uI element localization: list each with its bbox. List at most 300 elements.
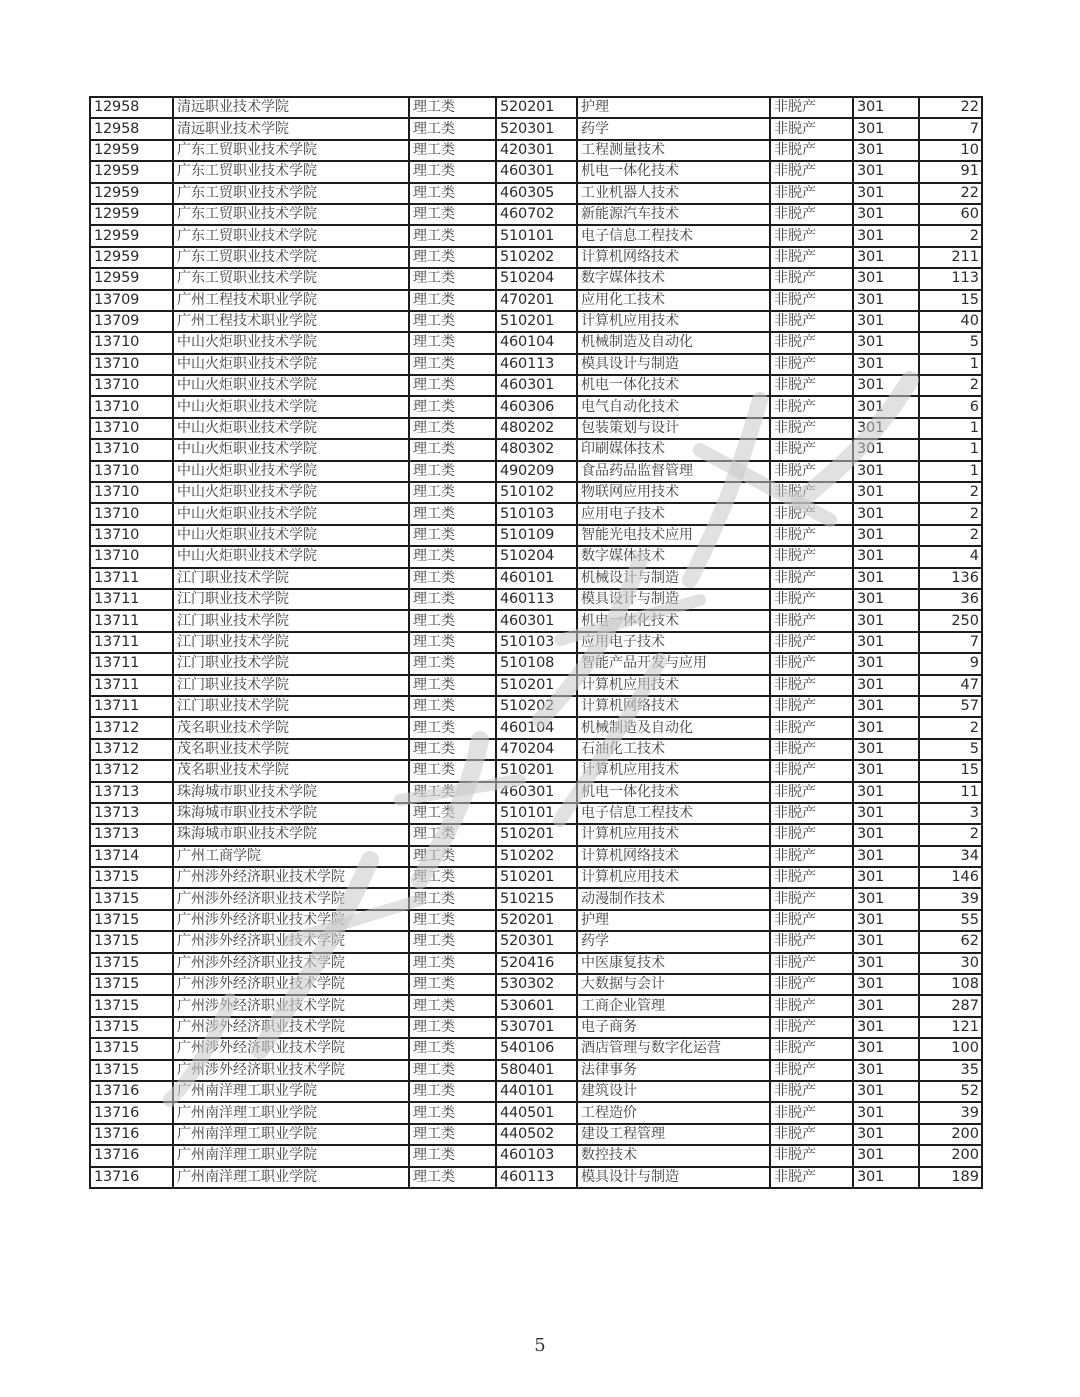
school-name-cell: 江门职业技术学院 [173,696,409,717]
plan-count-cell: 2 [919,503,982,524]
level-code-cell: 301 [853,268,919,289]
table-row [90,1167,982,1188]
major-code-cell: 490209 [496,461,577,482]
level-code-cell: 301 [853,118,919,139]
category-cell: 理工类 [409,867,496,888]
study-mode-cell: 非脱产 [770,97,853,118]
table-row [90,396,982,417]
school-name-cell: 广州南洋理工职业学院 [173,1167,409,1188]
study-mode-cell: 非脱产 [770,568,853,589]
major-name-cell: 工程造价 [577,1102,770,1123]
level-code-cell: 301 [853,1124,919,1145]
school-code-cell: 13714 [90,846,173,867]
plan-count-cell: 60 [919,204,982,225]
plan-count-cell: 15 [919,290,982,311]
table-row [90,482,982,503]
school-name-cell: 清远职业技术学院 [173,118,409,139]
level-code-cell: 301 [853,953,919,974]
major-code-cell: 520301 [496,931,577,952]
school-code-cell: 13711 [90,653,173,674]
major-name-cell: 机械制造及自动化 [577,332,770,353]
study-mode-cell: 非脱产 [770,183,853,204]
school-name-cell: 珠海城市职业技术学院 [173,782,409,803]
school-name-cell: 广州涉外经济职业技术学院 [173,1017,409,1038]
school-code-cell: 13709 [90,311,173,332]
plan-count-cell: 39 [919,888,982,909]
school-name-cell: 广东工贸职业技术学院 [173,140,409,161]
major-code-cell: 460301 [496,161,577,182]
enrollment-plan-table [89,96,983,1189]
table-row [90,760,982,781]
major-code-cell: 510103 [496,632,577,653]
plan-count-cell: 62 [919,931,982,952]
table-row [90,97,982,118]
category-cell: 理工类 [409,268,496,289]
school-code-cell: 13710 [90,546,173,567]
study-mode-cell: 非脱产 [770,610,853,631]
major-name-cell: 电子信息工程技术 [577,225,770,246]
school-name-cell: 广东工贸职业技术学院 [173,268,409,289]
table-row [90,696,982,717]
school-name-cell: 江门职业技术学院 [173,610,409,631]
level-code-cell: 301 [853,247,919,268]
category-cell: 理工类 [409,1038,496,1059]
major-code-cell: 460101 [496,568,577,589]
major-code-cell: 480302 [496,439,577,460]
school-code-cell: 13715 [90,1060,173,1081]
study-mode-cell: 非脱产 [770,696,853,717]
major-name-cell: 计算机应用技术 [577,760,770,781]
school-code-cell: 13716 [90,1145,173,1166]
table-row [90,1124,982,1145]
category-cell: 理工类 [409,717,496,738]
major-name-cell: 应用电子技术 [577,503,770,524]
school-name-cell: 广州南洋理工职业学院 [173,1102,409,1123]
major-code-cell: 510201 [496,311,577,332]
table-row [90,589,982,610]
school-name-cell: 广州涉外经济职业技术学院 [173,1060,409,1081]
category-cell: 理工类 [409,375,496,396]
table-row [90,461,982,482]
level-code-cell: 301 [853,396,919,417]
major-code-cell: 510202 [496,846,577,867]
study-mode-cell: 非脱产 [770,140,853,161]
table-row [90,1038,982,1059]
plan-count-cell: 57 [919,696,982,717]
level-code-cell: 301 [853,910,919,931]
school-code-cell: 12959 [90,140,173,161]
table-row [90,846,982,867]
major-name-cell: 数控技术 [577,1145,770,1166]
school-code-cell: 13710 [90,396,173,417]
major-name-cell: 动漫制作技术 [577,888,770,909]
plan-count-cell: 11 [919,782,982,803]
category-cell: 理工类 [409,439,496,460]
study-mode-cell: 非脱产 [770,290,853,311]
table-row [90,525,982,546]
school-code-cell: 12959 [90,161,173,182]
level-code-cell: 301 [853,824,919,845]
school-code-cell: 13710 [90,332,173,353]
school-code-cell: 13715 [90,867,173,888]
level-code-cell: 301 [853,97,919,118]
table-row [90,161,982,182]
table-row [90,439,982,460]
study-mode-cell: 非脱产 [770,1060,853,1081]
plan-count-cell: 2 [919,717,982,738]
school-code-cell: 12959 [90,204,173,225]
plan-count-cell: 146 [919,867,982,888]
study-mode-cell: 非脱产 [770,1102,853,1123]
major-code-cell: 510201 [496,675,577,696]
major-name-cell: 数字媒体技术 [577,268,770,289]
major-code-cell: 460113 [496,589,577,610]
table-row [90,953,982,974]
table-row [90,717,982,738]
school-code-cell: 13711 [90,610,173,631]
study-mode-cell: 非脱产 [770,268,853,289]
table-row [90,803,982,824]
plan-count-cell: 136 [919,568,982,589]
plan-count-cell: 22 [919,183,982,204]
category-cell: 理工类 [409,354,496,375]
major-code-cell: 420301 [496,140,577,161]
study-mode-cell: 非脱产 [770,1145,853,1166]
major-name-cell: 印刷媒体技术 [577,439,770,460]
table-row [90,675,982,696]
school-name-cell: 茂名职业技术学院 [173,739,409,760]
school-code-cell: 13710 [90,354,173,375]
major-name-cell: 石油化工技术 [577,739,770,760]
major-code-cell: 470204 [496,739,577,760]
major-name-cell: 计算机应用技术 [577,867,770,888]
major-code-cell: 510201 [496,760,577,781]
study-mode-cell: 非脱产 [770,311,853,332]
school-name-cell: 广州涉外经济职业技术学院 [173,910,409,931]
category-cell: 理工类 [409,610,496,631]
major-name-cell: 包装策划与设计 [577,418,770,439]
plan-count-cell: 6 [919,396,982,417]
plan-count-cell: 100 [919,1038,982,1059]
school-name-cell: 江门职业技术学院 [173,568,409,589]
plan-count-cell: 91 [919,161,982,182]
major-code-cell: 510204 [496,268,577,289]
school-name-cell: 中山火炬职业技术学院 [173,482,409,503]
category-cell: 理工类 [409,931,496,952]
plan-count-cell: 40 [919,311,982,332]
major-name-cell: 模具设计与制造 [577,354,770,375]
study-mode-cell: 非脱产 [770,931,853,952]
school-code-cell: 13710 [90,482,173,503]
level-code-cell: 301 [853,696,919,717]
major-code-cell: 520416 [496,953,577,974]
study-mode-cell: 非脱产 [770,525,853,546]
school-name-cell: 中山火炬职业技术学院 [173,396,409,417]
category-cell: 理工类 [409,290,496,311]
school-name-cell: 广州南洋理工职业学院 [173,1081,409,1102]
plan-count-cell: 34 [919,846,982,867]
major-name-cell: 护理 [577,910,770,931]
category-cell: 理工类 [409,760,496,781]
level-code-cell: 301 [853,632,919,653]
school-code-cell: 13711 [90,589,173,610]
category-cell: 理工类 [409,525,496,546]
category-cell: 理工类 [409,97,496,118]
study-mode-cell: 非脱产 [770,354,853,375]
category-cell: 理工类 [409,1102,496,1123]
major-name-cell: 智能产品开发与应用 [577,653,770,674]
school-name-cell: 中山火炬职业技术学院 [173,375,409,396]
level-code-cell: 301 [853,995,919,1016]
plan-count-cell: 2 [919,225,982,246]
school-name-cell: 清远职业技术学院 [173,97,409,118]
school-code-cell: 13710 [90,439,173,460]
category-cell: 理工类 [409,396,496,417]
school-name-cell: 珠海城市职业技术学院 [173,824,409,845]
school-name-cell: 茂名职业技术学院 [173,760,409,781]
table-row [90,1145,982,1166]
table-row [90,610,982,631]
table-row [90,568,982,589]
major-name-cell: 模具设计与制造 [577,589,770,610]
level-code-cell: 301 [853,375,919,396]
major-code-cell: 510108 [496,653,577,674]
major-name-cell: 药学 [577,931,770,952]
major-code-cell: 460104 [496,332,577,353]
major-code-cell: 510202 [496,696,577,717]
major-name-cell: 计算机网络技术 [577,846,770,867]
category-cell: 理工类 [409,995,496,1016]
major-code-cell: 510103 [496,503,577,524]
table-row [90,290,982,311]
plan-count-cell: 5 [919,332,982,353]
table-row [90,782,982,803]
plan-count-cell: 189 [919,1167,982,1188]
major-code-cell: 510204 [496,546,577,567]
category-cell: 理工类 [409,888,496,909]
school-name-cell: 广州涉外经济职业技术学院 [173,995,409,1016]
school-name-cell: 中山火炬职业技术学院 [173,418,409,439]
level-code-cell: 301 [853,1102,919,1123]
plan-count-cell: 200 [919,1124,982,1145]
category-cell: 理工类 [409,739,496,760]
school-code-cell: 13716 [90,1081,173,1102]
level-code-cell: 301 [853,1167,919,1188]
plan-count-cell: 211 [919,247,982,268]
school-code-cell: 13713 [90,803,173,824]
major-name-cell: 护理 [577,97,770,118]
major-code-cell: 530601 [496,995,577,1016]
table-row [90,974,982,995]
school-code-cell: 13712 [90,717,173,738]
major-name-cell: 药学 [577,118,770,139]
level-code-cell: 301 [853,717,919,738]
plan-count-cell: 2 [919,525,982,546]
major-name-cell: 工业机器人技术 [577,183,770,204]
major-name-cell: 智能光电技术应用 [577,525,770,546]
table-row [90,332,982,353]
school-code-cell: 13713 [90,782,173,803]
major-code-cell: 440101 [496,1081,577,1102]
study-mode-cell: 非脱产 [770,782,853,803]
major-code-cell: 510101 [496,225,577,246]
major-name-cell: 工商企业管理 [577,995,770,1016]
table-row [90,910,982,931]
school-code-cell: 13710 [90,461,173,482]
category-cell: 理工类 [409,247,496,268]
category-cell: 理工类 [409,824,496,845]
study-mode-cell: 非脱产 [770,118,853,139]
study-mode-cell: 非脱产 [770,247,853,268]
major-code-cell: 520201 [496,97,577,118]
category-cell: 理工类 [409,461,496,482]
plan-count-cell: 1 [919,461,982,482]
school-code-cell: 13715 [90,995,173,1016]
table-row [90,375,982,396]
table-row [90,140,982,161]
category-cell: 理工类 [409,503,496,524]
plan-count-cell: 30 [919,953,982,974]
plan-count-cell: 1 [919,354,982,375]
school-code-cell: 12959 [90,183,173,204]
table-body [90,97,982,1188]
major-name-cell: 计算机应用技术 [577,311,770,332]
major-code-cell: 580401 [496,1060,577,1081]
major-code-cell: 510102 [496,482,577,503]
school-name-cell: 广州涉外经济职业技术学院 [173,931,409,952]
plan-count-cell: 7 [919,118,982,139]
major-name-cell: 计算机网络技术 [577,696,770,717]
plan-count-cell: 47 [919,675,982,696]
plan-count-cell: 2 [919,824,982,845]
major-name-cell: 机电一体化技术 [577,161,770,182]
category-cell: 理工类 [409,1017,496,1038]
school-name-cell: 广东工贸职业技术学院 [173,247,409,268]
study-mode-cell: 非脱产 [770,439,853,460]
school-code-cell: 13711 [90,675,173,696]
school-name-cell: 广州工程技术职业学院 [173,311,409,332]
table-row [90,867,982,888]
category-cell: 理工类 [409,568,496,589]
table-row [90,204,982,225]
school-name-cell: 中山火炬职业技术学院 [173,332,409,353]
level-code-cell: 301 [853,161,919,182]
major-name-cell: 机械设计与制造 [577,568,770,589]
level-code-cell: 301 [853,846,919,867]
table-row [90,268,982,289]
table-row [90,653,982,674]
school-code-cell: 13713 [90,824,173,845]
category-cell: 理工类 [409,1167,496,1188]
plan-count-cell: 1 [919,418,982,439]
school-name-cell: 中山火炬职业技术学院 [173,354,409,375]
category-cell: 理工类 [409,803,496,824]
school-code-cell: 13715 [90,953,173,974]
page-number: 5 [534,1335,546,1356]
study-mode-cell: 非脱产 [770,632,853,653]
school-name-cell: 广州涉外经济职业技术学院 [173,1038,409,1059]
study-mode-cell: 非脱产 [770,803,853,824]
school-code-cell: 13711 [90,568,173,589]
school-name-cell: 广州涉外经济职业技术学院 [173,888,409,909]
major-code-cell: 460305 [496,183,577,204]
major-name-cell: 机电一体化技术 [577,782,770,803]
school-name-cell: 中山火炬职业技术学院 [173,503,409,524]
study-mode-cell: 非脱产 [770,995,853,1016]
level-code-cell: 301 [853,888,919,909]
school-name-cell: 广州南洋理工职业学院 [173,1145,409,1166]
school-name-cell: 中山火炬职业技术学院 [173,525,409,546]
category-cell: 理工类 [409,974,496,995]
major-code-cell: 510215 [496,888,577,909]
level-code-cell: 301 [853,760,919,781]
table-row [90,503,982,524]
study-mode-cell: 非脱产 [770,1017,853,1038]
major-code-cell: 510101 [496,803,577,824]
school-code-cell: 13715 [90,1038,173,1059]
level-code-cell: 301 [853,204,919,225]
study-mode-cell: 非脱产 [770,1081,853,1102]
table-row [90,1081,982,1102]
table-row [90,225,982,246]
study-mode-cell: 非脱产 [770,482,853,503]
major-name-cell: 食品药品监督管理 [577,461,770,482]
category-cell: 理工类 [409,332,496,353]
study-mode-cell: 非脱产 [770,1038,853,1059]
study-mode-cell: 非脱产 [770,760,853,781]
level-code-cell: 301 [853,461,919,482]
school-code-cell: 13715 [90,888,173,909]
level-code-cell: 301 [853,589,919,610]
major-code-cell: 460702 [496,204,577,225]
level-code-cell: 301 [853,183,919,204]
plan-count-cell: 1 [919,439,982,460]
category-cell: 理工类 [409,675,496,696]
study-mode-cell: 非脱产 [770,332,853,353]
school-code-cell: 12959 [90,247,173,268]
level-code-cell: 301 [853,140,919,161]
table-row [90,739,982,760]
level-code-cell: 301 [853,867,919,888]
school-name-cell: 江门职业技术学院 [173,632,409,653]
category-cell: 理工类 [409,1060,496,1081]
school-name-cell: 广州涉外经济职业技术学院 [173,953,409,974]
study-mode-cell: 非脱产 [770,589,853,610]
category-cell: 理工类 [409,140,496,161]
category-cell: 理工类 [409,183,496,204]
school-name-cell: 广州工商学院 [173,846,409,867]
school-code-cell: 12958 [90,97,173,118]
study-mode-cell: 非脱产 [770,953,853,974]
table-row [90,546,982,567]
major-name-cell: 机电一体化技术 [577,610,770,631]
school-code-cell: 13710 [90,375,173,396]
school-code-cell: 13716 [90,1124,173,1145]
table-row [90,888,982,909]
major-name-cell: 机械制造及自动化 [577,717,770,738]
school-name-cell: 江门职业技术学院 [173,589,409,610]
category-cell: 理工类 [409,846,496,867]
school-code-cell: 13711 [90,696,173,717]
major-code-cell: 460301 [496,375,577,396]
table-row [90,1017,982,1038]
major-name-cell: 法律事务 [577,1060,770,1081]
major-code-cell: 510202 [496,247,577,268]
major-code-cell: 510201 [496,867,577,888]
study-mode-cell: 非脱产 [770,225,853,246]
plan-count-cell: 108 [919,974,982,995]
level-code-cell: 301 [853,482,919,503]
